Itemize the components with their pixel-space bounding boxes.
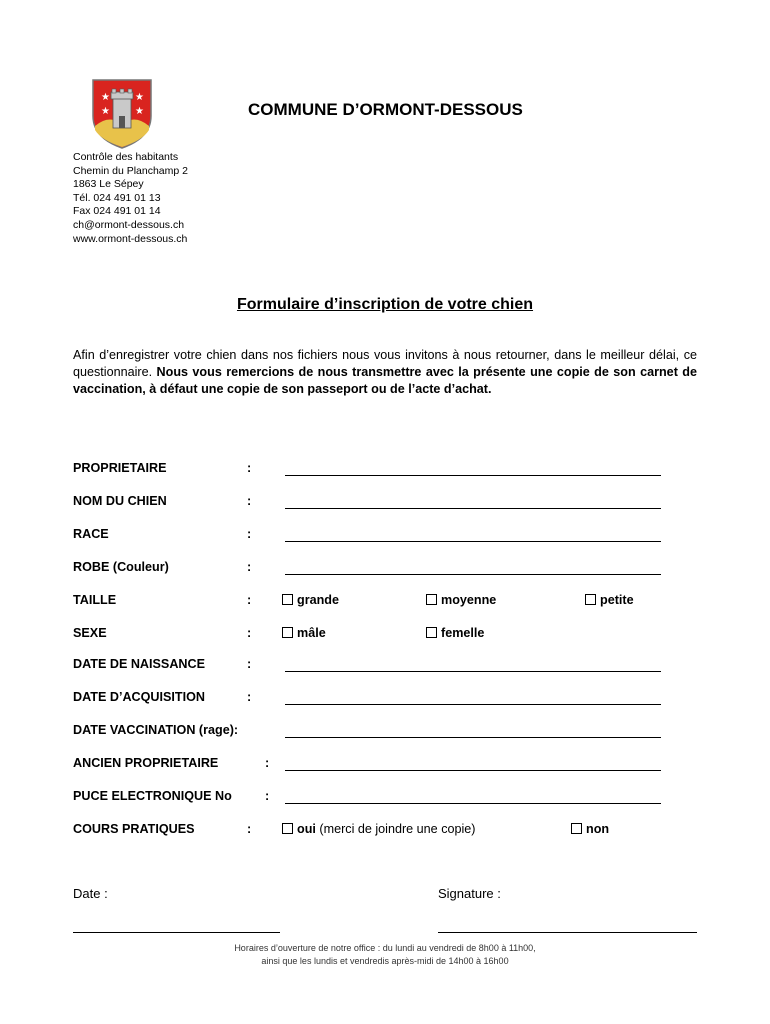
ancien-proprietaire-input-line[interactable] — [285, 770, 661, 771]
field-label: RACE — [73, 527, 109, 541]
field-cours — [73, 822, 697, 840]
cours-non-option[interactable] — [571, 822, 609, 836]
field-label: SEXE — [73, 626, 107, 640]
commune-title: COMMUNE D’ORMONT-DESSOUS — [248, 100, 523, 119]
checkbox-icon[interactable] — [282, 823, 293, 834]
option-label: non — [586, 822, 610, 836]
svg-text:★: ★ — [135, 106, 144, 117]
checkbox-icon[interactable] — [571, 823, 582, 834]
field-robe — [73, 560, 697, 578]
footer-line: ainsi que les lundis et vendredis après-midi de 14h00 à 16h00 — [261, 956, 509, 966]
field-puce — [73, 789, 697, 807]
field-nom-chien — [73, 494, 697, 512]
option-label: grande — [297, 593, 339, 607]
contact-city: 1863 Le Sépey — [73, 178, 144, 191]
field-label: PUCE ELECTRONIQUE No — [73, 789, 232, 803]
option-label: oui — [297, 822, 316, 836]
field-ancien-proprietaire — [73, 756, 697, 774]
signature-input-line[interactable] — [438, 932, 697, 933]
intro-paragraph — [73, 347, 697, 398]
intro-bold-text: Nous vous remercions de nous transmettre avec la présente une copie de son carnet de vaccination, à défaut une copie de son passeport ou de l’acte d’achat. — [73, 365, 697, 396]
field-taille — [73, 593, 697, 611]
field-date-acquisition — [73, 690, 697, 708]
intro-text: Afin d’enregistrer votre chien dans nos fichiers nous vous invitons à nous retourner, dans le meilleur délai, ce questionnaire. — [73, 348, 697, 379]
option-label: petite — [600, 593, 634, 607]
proprietaire-input-line[interactable] — [285, 475, 661, 476]
signature-label: Signature : — [438, 886, 501, 901]
field-date-naissance — [73, 657, 697, 675]
field-colon: : — [247, 593, 252, 607]
field-colon: : — [247, 560, 252, 574]
field-label: TAILLE — [73, 593, 117, 607]
checkbox-icon[interactable] — [282, 627, 293, 638]
field-colon: : — [247, 657, 252, 671]
field-proprietaire — [73, 461, 697, 479]
field-label: NOM DU CHIEN — [73, 494, 167, 508]
field-sexe — [73, 626, 697, 644]
form-title: Formulaire d’inscription de votre chien — [236, 296, 534, 313]
contact-block — [73, 151, 188, 246]
option-label: femelle — [441, 626, 485, 640]
commune-crest-logo — [91, 78, 153, 150]
contact-office: Contrôle des habitants — [73, 151, 179, 163]
sexe-femelle-option[interactable] — [426, 626, 484, 640]
contact-fax: Fax 024 491 01 14 — [73, 205, 161, 218]
field-colon: : — [247, 626, 252, 640]
taille-moyenne-option[interactable] — [426, 593, 496, 607]
cours-oui-option[interactable] — [282, 822, 476, 836]
field-colon: : — [247, 822, 252, 836]
footer-line: Horaires d’ouverture de notre office : du lundi au vendredi de 8h00 à 11h00, — [234, 943, 536, 953]
option-label: moyenne — [441, 593, 497, 607]
svg-text:★: ★ — [135, 92, 144, 103]
field-date-vaccination — [73, 723, 697, 741]
puce-input-line[interactable] — [285, 803, 661, 804]
contact-phone: Tél. 024 491 01 13 — [73, 191, 161, 204]
field-label: DATE D’ACQUISITION — [73, 690, 206, 704]
field-colon: : — [247, 461, 252, 475]
race-input-line[interactable] — [285, 541, 661, 542]
date-label: Date : — [73, 886, 108, 901]
checkbox-icon[interactable] — [426, 627, 437, 638]
field-label: ROBE (Couleur) — [73, 560, 169, 574]
field-colon: : — [265, 789, 270, 803]
field-colon: : — [265, 756, 270, 770]
field-race — [73, 527, 697, 545]
field-label: DATE VACCINATION (rage): — [73, 723, 239, 737]
field-colon: : — [247, 690, 252, 704]
checkbox-icon[interactable] — [426, 594, 437, 605]
field-colon: : — [247, 494, 252, 508]
taille-grande-option[interactable] — [282, 593, 339, 607]
svg-text:★: ★ — [101, 106, 110, 117]
field-label: COURS PRATIQUES — [73, 822, 195, 836]
field-label: PROPRIETAIRE — [73, 461, 167, 475]
contact-website: www.ormont-dessous.ch — [73, 232, 188, 245]
contact-street: Chemin du Planchamp 2 — [73, 164, 188, 177]
sexe-male-option[interactable] — [282, 626, 326, 640]
option-label: mâle — [297, 626, 326, 640]
date-acquisition-input-line[interactable] — [285, 704, 661, 705]
field-colon: : — [247, 527, 252, 541]
date-input-line[interactable] — [73, 932, 280, 933]
field-label: ANCIEN PROPRIETAIRE — [73, 756, 219, 770]
robe-input-line[interactable] — [285, 574, 661, 575]
option-note: (merci de joindre une copie) — [315, 822, 476, 836]
date-naissance-input-line[interactable] — [285, 671, 661, 672]
field-label: DATE DE NAISSANCE — [73, 657, 206, 671]
checkbox-icon[interactable] — [282, 594, 293, 605]
nom-chien-input-line[interactable] — [285, 508, 661, 509]
footer-opening-hours — [0, 942, 770, 968]
checkbox-icon[interactable] — [585, 594, 596, 605]
date-vaccination-input-line[interactable] — [285, 737, 661, 738]
taille-petite-option[interactable] — [585, 593, 634, 607]
svg-text:★: ★ — [101, 92, 110, 103]
contact-email: ch@ormont-dessous.ch — [73, 218, 185, 231]
